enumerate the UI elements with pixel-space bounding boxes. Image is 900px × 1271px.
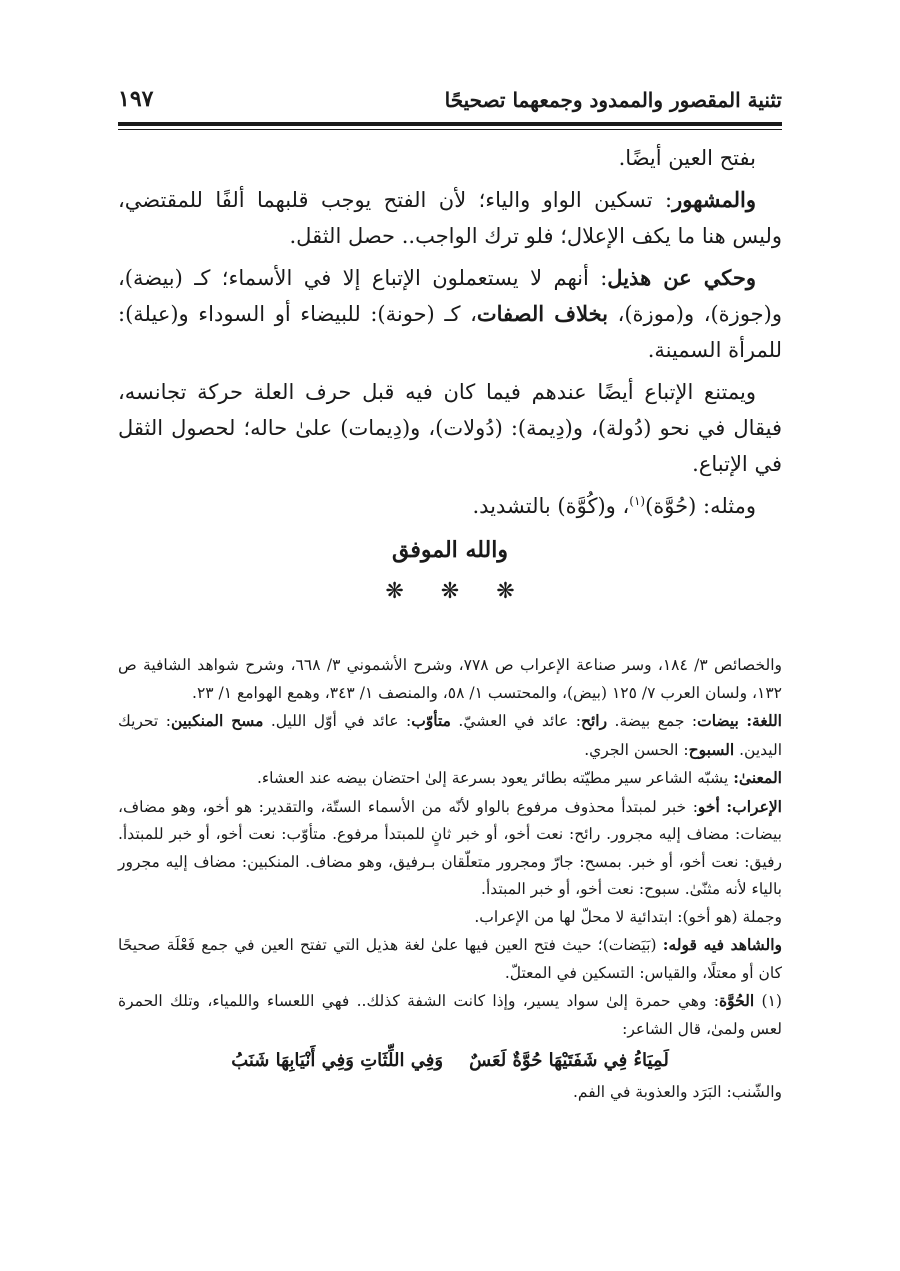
footnote-lugha: اللغة: بيضات: جمع بيضة. رائح: عائد في العشيّ. متأوّب: عائد في أوّل الليل. مسح المنكبين: تحريك اليدين. السبوح: الحسن الجري.	[118, 711, 782, 759]
footnote-mana: المعنىٰ: يشبّه الشاعر سير مطيّته بطائر يعود بسرعة إلىٰ احتضان بيضه عند العشاء.	[256, 768, 782, 787]
paragraph-2: والمشهور: تسكين الواو والياء؛ لأن الفتح يوجب قلبهما ألفًا للمقتضي، وليس هنا ما يكف الإعلال؛ فلو ترك الواجب.. حصل الثقل.	[118, 187, 782, 248]
footnotes	[118, 652, 782, 1106]
poetry-verse	[118, 1047, 782, 1075]
section-divider-stars: ❋ ❋ ❋	[385, 579, 515, 604]
header-rule-thin	[118, 129, 782, 130]
footnote-shahid: والشاهد فيه قوله: (بَيَضات)؛ حيث فتح العين فيها علىٰ لغة هذيل التي تفتح العين في جمع فَعْلَة صحيحًا كان أو معتلًا، والقياس: التسكين في المعتلّ.	[118, 935, 783, 982]
page-number: ١٩٧	[118, 86, 154, 112]
footnote-reference[interactable]: (١)	[629, 494, 646, 508]
header-rule-thick	[118, 122, 782, 126]
footnote-jumla: وجملة (هو أخو): ابتدائية لا محلّ لها من الإعراب.	[474, 907, 782, 926]
footnote-shanab: والشّنب: البَرَد والعذوبة في الفم.	[572, 1082, 782, 1101]
main-text	[118, 140, 782, 610]
closing-phrase: والله الموفق	[392, 537, 508, 563]
page-header	[118, 84, 782, 118]
paragraph-5: ومثله: (حُوَّة)$^{(١)}$، و(كُوَّة) بالتشديد.	[472, 494, 756, 518]
footnote-1: (١) الحُوَّة: وهي حمرة إلىٰ سواد يسير، وإذا كانت الشفة كذلك.. فهي اللعساء واللمياء، وتلك الحمرة لعس ولمىٰ، قال الشاعر:	[118, 991, 782, 1038]
verse-first-hemistich: لَمِيَاءُ فِي شَفَتَيْهَا حُوَّةٌ لَعَسٌ	[469, 1050, 669, 1071]
verse-second-hemistich: وَفِي اللِّثَاتِ وَفِي أَنْيَابِهَا شَنَبُ	[231, 1050, 444, 1071]
footnote-irab: الإعراب: أخو: خبر لمبتدأ محذوف مرفوع بالواو لأنّه من الأسماء الستّة، والتقدير: هو أخو، وهو مضاف، بيضات: مضاف إليه مجرور. رائح: نعت أخو، أو خبر ثانٍ للمبتدأ مرفوع. متأوّب: نعت أخو، أو خبر للمبتدأ. رفيق: نعت أخو، أو خبر. بمسح: جارّ ومجرور متعلّقان بـرفيق، وهو مضاف. المنكبين: مضاف إليه مجرور بالياء لأنه مثنّىٰ. سبوح: نعت أخو، أو خبر المبتدأ.	[118, 796, 782, 898]
paragraph-4: ويمتنع الإتباع أيضًا عندهم فيما كان فيه قبل حرف العلة حركة تجانسه، فيقال في نحو (دُولة)، و(دِيمة): (دُولات)، و(دِيمات) علىٰ حاله؛ لحصول الثقل في الإتباع.	[118, 380, 782, 476]
running-title: تثنية المقصور والممدود وجمعهما تصحيحًا	[444, 88, 782, 112]
footnote-number: (١)	[761, 992, 782, 1010]
paragraph-1: بفتح العين أيضًا.	[618, 146, 756, 170]
paragraph-3: وحكي عن هذيل: أنهم لا يستعملون الإتباع إلا في الأسماء؛ كـ (بيضة)، و(جوزة)، و(موزة)، بخلاف الصفات، كـ (حونة): للبيضاء أو السوداء و(عيلة): للمرأة السمينة.	[118, 265, 782, 362]
footnote-sources: والخصائص ٣/ ١٨٤، وسر صناعة الإعراب ص ٧٧٨، وشرح الأشموني ٣/ ٦٦٨، وشرح شواهد الشافية ص ١٣٢، ولسان العرب ٧/ ١٢٥ (بيض)، والمحتسب ١/ ٥٨، والمنصف ١/ ٣٤٣، وهمع الهوامع ١/ ٢٣.	[118, 656, 782, 702]
